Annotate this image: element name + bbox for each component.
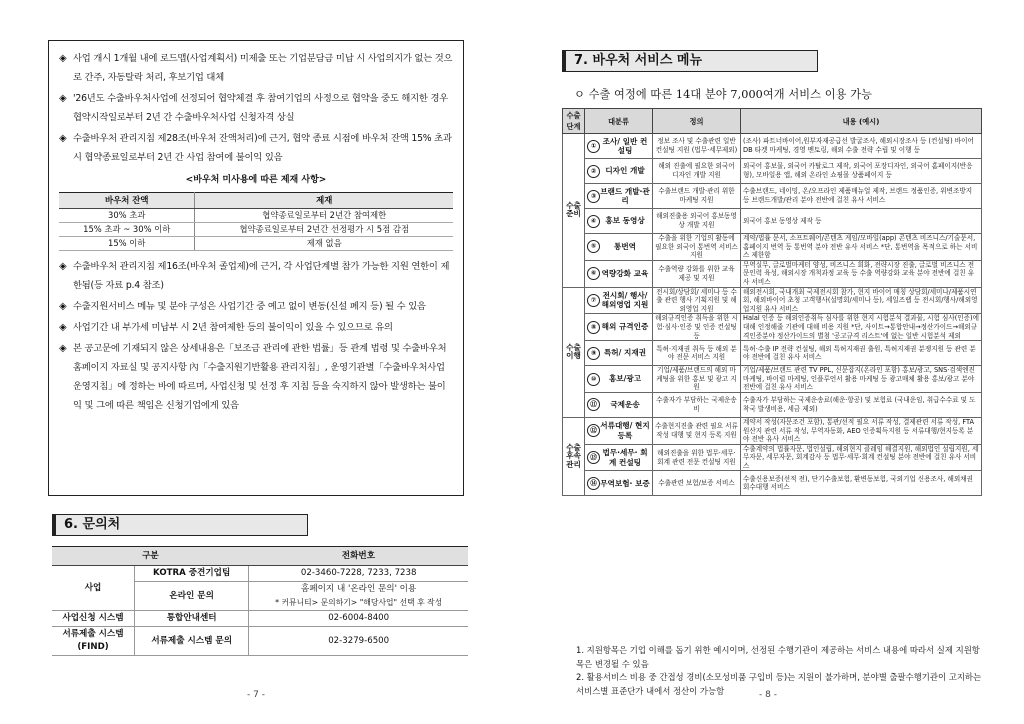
table-row: [563, 471, 982, 496]
definition-cell: 전시회/상담회/ 세미나 등 수출 관련 행사 기획지원 및 해외영업 지원: [653, 287, 741, 314]
table-row: [563, 314, 982, 341]
bullet-item: ◈ 수출바우처 관리지침 제16조(바우처 졸업제)에 근거, 각 사업단계별 참가 가능한 지원 연한이 제한됨(등 자료 p.4 참조): [59, 257, 453, 295]
voucher-menu-table: [562, 108, 982, 496]
contact-table: [52, 546, 468, 656]
item-number: ⑩: [587, 373, 600, 386]
category-label: 홍보/광고: [608, 374, 642, 384]
table-row: [563, 444, 982, 471]
table-header: 대분류: [585, 109, 653, 134]
bullet-item: ◈ 본 공고문에 기재되지 않은 상세내용은「보조금 관리에 관한 법률」등 관계 법령 및 수출바우처 홈페이지 자료실 및 공지사항 內「수출지원기반활용 관리지침」, 운영기관별「수출바우처사업 운영지침」에 정하는 바에 따르며, 사업신청 및 선정 후 지침 등을 숙지하지 않아 발생하는 불이익 및 그에 따른 책임은 신청기업에게 있음: [59, 339, 453, 415]
definition-cell: 기업/제품/브랜드의 해외 마케팅을 위한 홍보 및 광고 지원: [653, 366, 741, 393]
example-cell: 기업/제품/브랜드 관련 TV PPL, 신문잡지(온라인 포함) 홍보/광고, SNS·검색엔진 마케팅, 바이럴 마케팅, 인플루언서 활용 마케팅 등 광고매체 활용 홍보/광고 분야 전반에 걸친 유사 서비스: [741, 366, 982, 393]
item-number: ⑤: [587, 240, 600, 253]
definition-cell: 해외 진출에 필요한 외국어 디자인 개발 지원: [653, 159, 741, 184]
category-label: 국제운송: [610, 400, 640, 410]
table-row: 사업 KOTRA 중견기업팀 02-3460-7228, 7233, 7238: [52, 566, 468, 582]
table-row: [563, 260, 982, 287]
item-number: ⑧: [587, 321, 600, 334]
sanction-table-title: <바우처 미사용에 따른 제재 사항>: [185, 175, 327, 185]
bullet-item: ◈ '26년도 수출바우처사업에 선정되어 협약체결 후 참여기업의 사정으로 협약을 중도 해지한 경우 협약시작일로부터 2년 간 수출바우처사업 신청자격 상실: [59, 89, 453, 127]
table-row: 15% 이하 제재 없음: [59, 237, 453, 251]
category-label: 조사/ 일반 컨설팅: [602, 136, 648, 155]
sanction-table: [59, 192, 453, 251]
diamond-bullet-icon: ◈: [59, 301, 67, 312]
table-header: 바우처 잔액: [59, 193, 195, 209]
category-label: 홍보 동영상: [605, 216, 645, 226]
category-label: 해외 규격인증: [601, 322, 649, 332]
category-label: 역량강화 교육: [601, 268, 649, 278]
table-row: [563, 209, 982, 234]
example-cell: 계약서 작성(자문조건 포함), 통관/선적 필요 서류 작성, 결제관련 서류 작성, FTA 원산지 관련 서류 작성, 무역자동화, AEO 인증획득지원 등 서류대행/현지등록 분야 전반 유사 서비스: [741, 417, 982, 444]
notice-box: [48, 40, 464, 496]
category-label: 통번역: [613, 242, 636, 252]
table-row: [563, 184, 982, 209]
diamond-bullet-icon: ◈: [59, 53, 67, 64]
table-row: 사업신청 시스템 통합안내센터 02-6004-8400: [52, 611, 468, 627]
definition-cell: 해외진출을 위한 법무·세무·회계 관련 전문 컨설팅 지원: [653, 444, 741, 471]
definition-cell: 수출역량 강화를 위한 교육 제공 및 지원: [653, 260, 741, 287]
category-label: 전시회/ 행사/ 해외영업 지원: [601, 290, 649, 310]
table-row: [563, 159, 982, 184]
diamond-bullet-icon: ◈: [59, 133, 67, 144]
category-label: 디자인 개발: [605, 166, 645, 176]
item-number: ⑬: [587, 451, 600, 464]
table-row: 30% 초과 협약종료일로부터 2년간 참여제한: [59, 209, 453, 223]
example-cell: 수출신용보증(선적 전), 단기수출보험, 환변동보험, 국외기업 신용조사, 해외채권 회수대행 서비스: [741, 471, 982, 496]
category-label: 서류대행/ 현지등록: [600, 421, 650, 440]
item-number: ⑫: [587, 424, 600, 437]
table-row: 15% 초과 ~ 30% 이하 협약종료일로부터 2년간 선정평가 시 5점 감점: [59, 223, 453, 237]
item-number: ③: [587, 190, 600, 203]
diamond-bullet-icon: ◈: [59, 322, 67, 333]
diamond-bullet-icon: ◈: [59, 261, 67, 272]
definition-cell: 수출현지진출 관련 필요 서류 작성 대행 및 현지 등록 지원: [653, 417, 741, 444]
category-label: 무역보험· 보증: [600, 478, 650, 488]
table-row: 서류제출 시스템(FIND) 서류제출 시스템 문의 02-3279-6500: [52, 627, 468, 656]
definition-cell: 수출자가 부담하는 국제운송비: [653, 392, 741, 417]
table-row: [563, 234, 982, 261]
category-label: 특허/ 지재권: [603, 348, 647, 358]
table-row: [563, 134, 982, 159]
stage-cell: 수출 준비: [563, 134, 585, 288]
table-row: [563, 392, 982, 417]
table-header: 구분: [52, 547, 249, 566]
category-label: 브랜드 개발·관리: [600, 186, 650, 205]
table-header: 정의: [653, 109, 741, 134]
table-header: 내용 (예시): [741, 109, 982, 134]
item-number: ⑨: [587, 347, 600, 360]
table-row: [563, 287, 982, 314]
item-number: ⑦: [587, 294, 600, 307]
page-number: - 8 -: [759, 690, 777, 700]
example-cell: 외국어 홍보 동영상 제작 등: [741, 209, 982, 234]
definition-cell: 특허·지재권 취득 등 해외 분야 전문 서비스 지원: [653, 341, 741, 366]
table-header: 제재: [195, 193, 453, 209]
example-cell: 계약/법률 문서, 소프트웨어/콘텐츠 게임/모바일(app) 콘텐츠 비즈니스/기술문서, 홈페이지 번역 등 통번역 분야 전반 유사 서비스 *단, 통번역을 목적으로 하는 서비스 제한함: [741, 234, 982, 261]
example-cell: 무역실무, 글로벌마케터 양성, 비즈니스 회화, 전략시장 진출, 글로벌 비즈니스 전문인력 육성, 해외시장 개척과정 교육 등 수출 역량강화 교육 분야 전반에 걸친 유사 서비스: [741, 260, 982, 287]
bullet-item: ◈ 수출바우처 관리지침 제28조(바우처 잔액처리)에 근거, 협약 종료 시점에 바우처 잔액 15% 초과 시 협약종료일로부터 2년 간 사업 참여에 불이익 있음: [59, 129, 453, 167]
intro-text: ㅇ 수출 여정에 따른 14대 분야 7,000여개 서비스 이용 가능: [574, 88, 873, 101]
example-cell: (조사) 파트너바이어,원부자재공급선 발굴조사, 해외시장조사 등 (컨설팅) 바이어DB 타겟 마케팅, 경영 멘토링, 해외 수출 전략 수립 및 이행 등: [741, 134, 982, 159]
example-cell: 수출계약의 법률자문, 법인설립, 해외현지 클레임 해결지원, 해외법인 설립지원, 세무자문, 세무자문, 회계감사 등 법무·세무·회계 컨설팅 분야 전반에 걸친 유사 서비스: [741, 444, 982, 471]
item-number: ⑭: [587, 477, 600, 490]
page-number: - 7 -: [247, 690, 265, 700]
stage-cell: 수출 후속 관리: [563, 417, 585, 496]
table-header: 전화번호: [249, 547, 468, 566]
definition-cell: 수출관련 보험/보증 서비스: [653, 471, 741, 496]
example-cell: 외국어 홍보물, 외국어 카탈로그 제작, 외국어 포장디자인, 외국어 홈페이지(반응형), 모바일용 앱, 해외 온라인 쇼핑몰 상품페이지 등: [741, 159, 982, 184]
example-cell: 특허·수출 IP 전략 컨설팅, 해외 특허지재권 출원, 특허지재권 분쟁지원 등 관련 분야 전반에 걸친 유사 서비스: [741, 341, 982, 366]
definition-cell: 수출브랜드 개발·관리 위한 마케팅 지원: [653, 184, 741, 209]
diamond-bullet-icon: ◈: [59, 343, 67, 354]
item-number: ②: [587, 165, 600, 178]
table-row: 온라인 문의 홈페이지 내 '온라인 문의' 이용 * 커뮤니티> 문의하기> "해당사업" 선택 후 작성: [52, 582, 468, 611]
bullet-item: ◈ 사업 개시 1개월 내에 로드맵(사업계획서) 미제출 또는 기업분담금 미납 시 사업의지가 없는 것으로 간주, 자동탈락 처리, 후보기업 대체: [59, 49, 453, 87]
footnote: 1. 지원항목은 기업 이해를 돕기 위한 예시이며, 선정된 수행기관이 제공하는 서비스 내용에 따라서 실제 지원항목은 변경될 수 있음: [576, 645, 980, 669]
item-number: ⑥: [587, 267, 600, 280]
table-row: [563, 341, 982, 366]
footnote: 2. 활용서비스 비용 중 간접성 경비(소모성비품 구입비 등)는 지원이 불가하며, 분야별 출팔수행기관이 고지하는 서비스별 표준단가 내에서 정산이 가능함: [576, 672, 982, 696]
definition-cell: 정보 조사 및 수출관련 일반 컨설팅 지원 (법무·세무제외): [653, 134, 741, 159]
definition-cell: 해외진출용 외국어 홍보동영상 개발 지원: [653, 209, 741, 234]
menu-section-title: 7. 바우처 서비스 메뉴: [562, 50, 818, 72]
table-header: 수출 단계: [563, 109, 585, 134]
example-cell: 해외전시회, 국내개최 국제전시회 참가, 현지 바이어 매칭 상담회/세미나/제품시연회, 해외바이어 초청 고객행사(설명회/세미나 등), 세일즈랩 등 전시회/행사/해외영업지원 유사 서비스: [741, 287, 982, 314]
definition-cell: 수출을 위한 기업의 활동에 필요한 외국어 통번역 서비스 지원: [653, 234, 741, 261]
example-cell: 수출브랜드, 네이밍, 온/오프라인 제품매뉴얼 제작, 브랜드 정품인증, 위변조방지 등 브랜드개발/관리 분야 전반에 걸친 유사 서비스: [741, 184, 982, 209]
page-right: [512, 0, 1024, 724]
example-cell: Halal 인증 등 해외인증취득 심사를 위한 현지 시험분석 결과물, 시험 심사(인증)에 대해 인정해줄 기관에 대해 비용 지원 *단, 사이트→통합안내→정산가이드→해외규격인증분야 정산가이드의 별첨 '공고규격 리스트'에 없는 일반 시험분석 제외: [741, 314, 982, 341]
bullet-item: ◈ 수출지원서비스 메뉴 및 분야 구성은 사업기간 중 예고 없이 변동(신설 폐지 등) 될 수 있음: [59, 297, 453, 316]
example-cell: 수출자가 부담하는 국제운송료(해운·항공) 및 보험료 (국내운임, 취급수수료 및 도착국 발생비용, 세금 제외): [741, 392, 982, 417]
category-label: 법무·세무· 회계 컨설팅: [602, 448, 648, 467]
definition-cell: 해외규격인증 취득을 위한 시험·심사·인증 및 인증 컨설팅 등: [653, 314, 741, 341]
stage-cell: 수출 이행: [563, 287, 585, 417]
diamond-bullet-icon: ◈: [59, 93, 67, 104]
table-row: [563, 366, 982, 393]
item-number: ①: [587, 140, 600, 153]
contact-section-title: 6. 문의처: [52, 514, 308, 536]
bullet-item: ◈ 사업기간 내 부가세 미납부 시 2년 참여제한 등의 불이익이 있을 수 있으므로 유의: [59, 318, 453, 337]
table-row: [563, 417, 982, 444]
item-number: ④: [587, 215, 600, 228]
item-number: ⑪: [587, 398, 600, 411]
